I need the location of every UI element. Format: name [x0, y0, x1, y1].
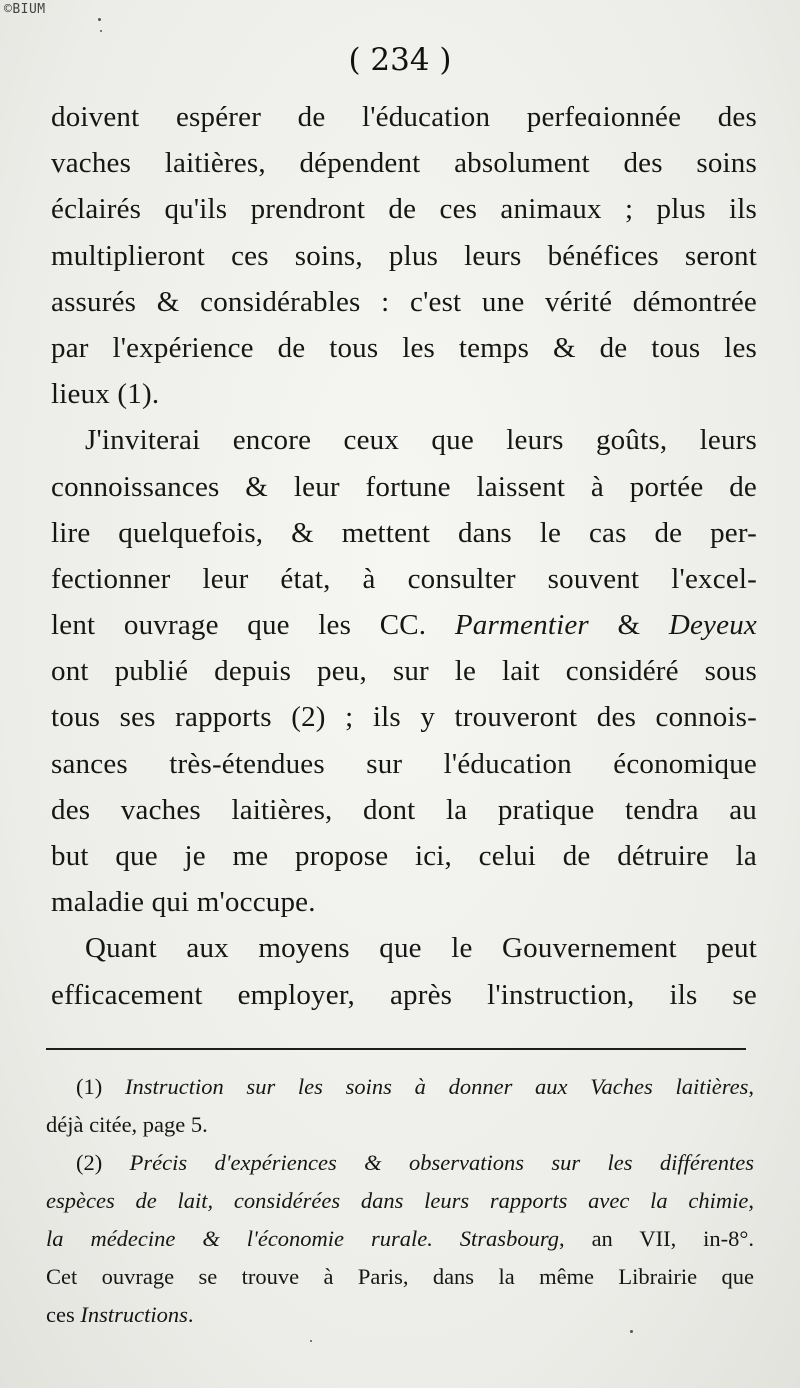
body-line: sances très-étendues sur l'éducation économique	[51, 747, 757, 780]
body-line: J'inviterai encore ceux que leurs goûts, leurs	[85, 424, 757, 457]
page-number: ( 234 )	[348, 42, 452, 78]
footnote-text: (1)	[76, 1074, 125, 1099]
footnote-divider	[46, 1048, 746, 1050]
body-line: éclairés qu'ils prendront de ces animaux ; plus ils	[51, 193, 757, 226]
body-line: par l'expérience de tous les temps & de tous les	[51, 331, 757, 364]
body-line: Quant aux moyens que le Gouvernement peut	[85, 932, 757, 965]
footnote-text: (2)	[76, 1150, 130, 1175]
body-line-text: lent ouvrage que les CC.	[51, 609, 455, 642]
body-line: maladie qui m'occupe.	[51, 886, 316, 919]
body-line: tous ses rapports (2) ; ils y trouveront des connois-	[51, 701, 757, 734]
ink-speck	[630, 1330, 633, 1333]
body-line: lieux (1).	[51, 378, 160, 411]
footnote-text: , an VII, in-8°.	[559, 1226, 755, 1251]
body-line: doivent espérer de l'éducation perfeɑionnée des	[51, 101, 757, 133]
footnote-line: Cet ouvrage se trouve à Paris, dans la même Librairie que	[46, 1264, 754, 1289]
watermark: ©BIUM	[4, 2, 46, 17]
ink-speck	[310, 1340, 312, 1342]
body-line: des vaches laitières, dont la pratique tendra au	[51, 793, 757, 826]
body-line-text: &	[588, 609, 669, 642]
body-line: but que je me propose ici, celui de détruire la	[51, 840, 757, 872]
footnote-text: ,	[748, 1074, 754, 1099]
body-line: multiplieront ces soins, plus leurs bénéfices seront	[51, 239, 757, 272]
body-line: fectionner leur état, à consulter souvent l'excel-	[51, 562, 757, 595]
body-line	[51, 602, 757, 648]
body-line: vaches laitières, dépendent absolument des soins	[51, 147, 757, 180]
footnote-line	[46, 1296, 754, 1334]
footnote-text: .	[187, 1302, 194, 1327]
ink-speck	[100, 30, 102, 32]
footnote-title: Instruction sur les soins à donner aux Vaches laitières	[124, 1074, 749, 1099]
footnote-line: déjà citée, page 5.	[46, 1112, 208, 1137]
footnote-text: ,	[748, 1188, 754, 1213]
author-name: Deyeux	[668, 609, 757, 642]
body-line: efficacement employer, après l'instruction, ils se	[51, 978, 757, 1011]
footnote-line	[46, 1144, 754, 1182]
footnote-text: ces	[46, 1302, 81, 1327]
body-line: ont publié depuis peu, sur le lait considéré sous	[51, 655, 757, 688]
footnote-line	[46, 1068, 754, 1106]
body-line: assurés & considérables : c'est une vérité démontrée	[51, 285, 757, 318]
ink-speck	[98, 18, 101, 21]
body-line: lire quelquefois, & mettent dans le cas de per-	[51, 516, 757, 549]
footnote-title: espèces de lait, considérées dans leurs rapports avec la chimie	[46, 1188, 749, 1213]
footnote-title: la médecine & l'économie rurale. Strasbourg	[46, 1226, 559, 1251]
footnotes	[46, 1068, 754, 1334]
author-name: Parmentier	[454, 609, 589, 642]
footnote-line	[46, 1220, 754, 1258]
footnote-line	[46, 1182, 754, 1220]
body-line: connoissances & leur fortune laissent à portée de	[51, 470, 757, 503]
footnote-title: Instructions	[80, 1302, 188, 1327]
body-text	[51, 94, 757, 1018]
footnote-title: Précis d'expériences & observations sur les différentes	[129, 1150, 754, 1175]
